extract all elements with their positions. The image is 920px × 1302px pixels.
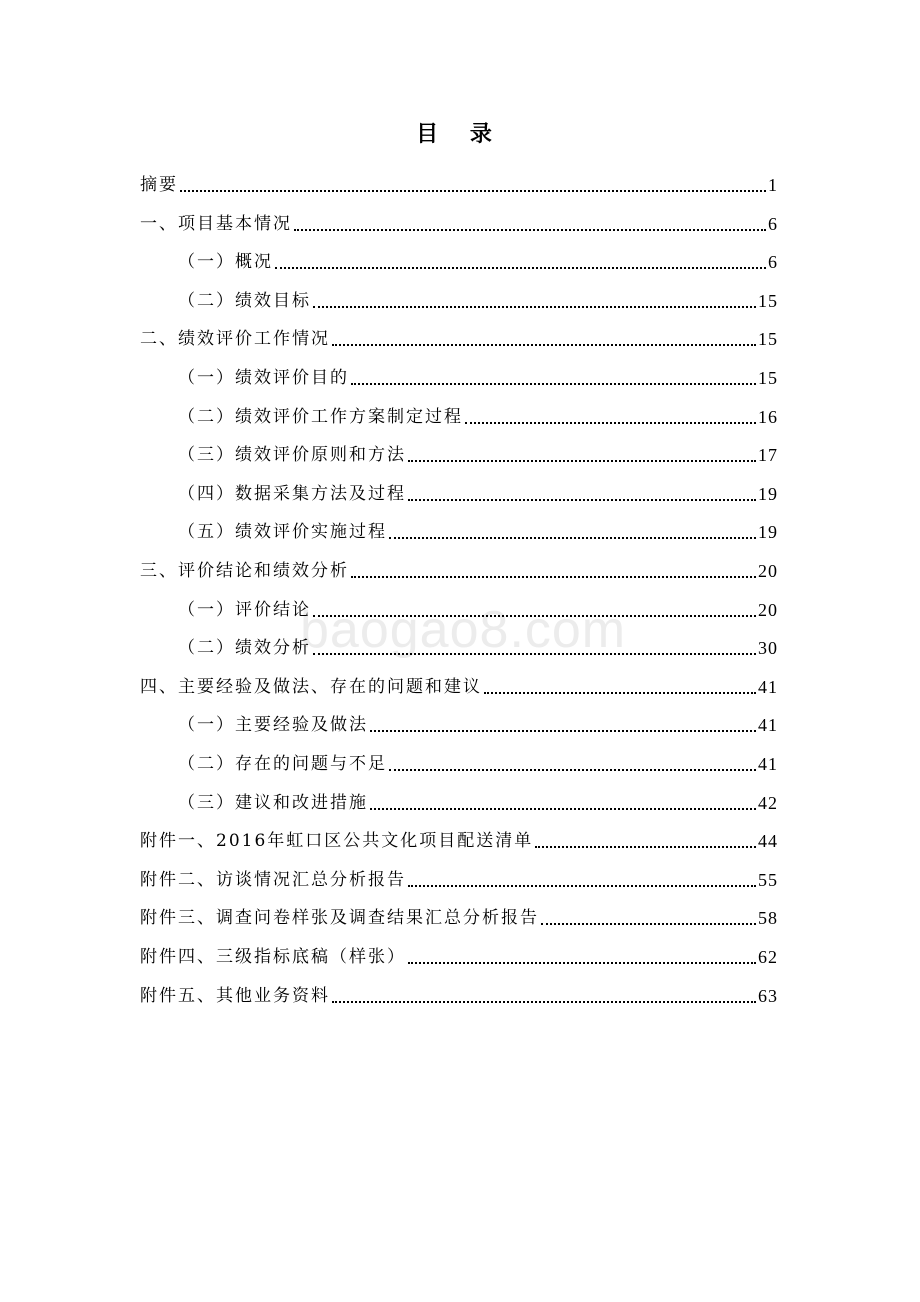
toc-entry[interactable] [140,554,778,584]
toc-entry-page-number: 41 [758,676,778,697]
toc-entry-label: （一）评价结论 [178,599,311,620]
toc-dot-leader [370,808,756,810]
toc-dot-leader [370,730,756,732]
toc-entry[interactable] [178,786,778,816]
toc-entry[interactable] [178,477,778,507]
toc-entry-label: （五）绩效评价实施过程 [178,522,387,543]
toc-entry-page-number: 20 [758,599,778,620]
toc-entry-label: （一）绩效评价目的 [178,368,349,388]
toc-entry-page-number: 19 [758,522,778,543]
toc-entry[interactable] [140,322,778,352]
toc-dot-leader [408,885,756,887]
toc-entry-page-number: 62 [758,947,778,967]
toc-entry[interactable] [178,515,778,545]
toc-dot-leader [275,267,766,269]
toc-dot-leader [541,923,756,925]
toc-dot-leader [313,306,756,308]
toc-entry-page-number: 55 [758,869,778,890]
toc-dot-leader [389,769,756,771]
toc-dot-leader [465,422,756,424]
toc-entry[interactable] [140,940,778,970]
toc-entry-label: （二）绩效目标 [178,290,311,311]
toc-entry-label: （三）绩效评价原则和方法 [178,445,406,466]
toc-entry-page-number: 15 [758,329,778,350]
toc-dot-leader [294,229,766,231]
toc-entry[interactable] [140,979,778,1009]
toc-entry-page-number: 30 [758,638,778,659]
toc-entry-page-number: 6 [768,252,778,273]
toc-entry[interactable] [178,708,778,738]
toc-entry[interactable] [140,207,778,237]
toc-entry-label: 三、评价结论和绩效分析 [140,561,349,581]
toc-dot-leader [408,499,756,501]
toc-entry-page-number: 41 [758,754,778,774]
toc-title: 目 录 [416,121,504,147]
toc-entry-label: 四、主要经验及做法、存在的问题和建议 [140,676,482,697]
toc-entry-label: 附件四、三级指标底稿（样张） [140,947,406,967]
toc-entry[interactable] [140,824,778,854]
toc-entry[interactable] [140,670,778,700]
toc-entry[interactable] [178,631,778,661]
toc-dot-leader [389,537,756,539]
toc-entry-page-number: 42 [758,792,778,813]
toc-dot-leader [332,1001,756,1003]
toc-entry[interactable] [140,863,778,893]
toc-entry[interactable] [178,593,778,623]
toc-entry-label: （二）绩效评价工作方案制定过程 [178,406,463,427]
toc-entry-label: 附件五、其他业务资料 [140,985,330,1006]
toc-entry-label: （三）建议和改进措施 [178,792,368,813]
toc-entry-page-number: 20 [758,561,778,581]
toc-entry-label: 附件三、调查问卷样张及调查结果汇总分析报告 [140,908,539,929]
toc-entry-label: （二）绩效分析 [178,638,311,659]
toc-entry[interactable] [178,747,778,777]
toc-dot-leader [484,692,756,694]
toc-dot-leader [408,962,756,964]
toc-entry-page-number: 44 [758,831,778,852]
toc-entry-page-number: 6 [768,213,778,234]
toc-entry[interactable] [140,168,778,198]
toc-entry[interactable] [178,245,778,275]
toc-dot-leader [351,576,756,578]
toc-dot-leader [313,653,756,655]
toc-entry-page-number: 15 [758,368,778,388]
toc-entry-label: （一）概况 [178,252,273,273]
toc-entry[interactable] [178,361,778,391]
toc-dot-leader [408,460,756,462]
toc-entry[interactable] [178,284,778,314]
toc-entry-page-number: 41 [758,715,778,736]
toc-entry-label: 摘要 [140,175,178,195]
toc-entry-page-number: 63 [758,985,778,1006]
toc-dot-leader [351,383,756,385]
toc-entry-label: （二）存在的问题与不足 [178,754,387,774]
toc-entry-label: 附件二、访谈情况汇总分析报告 [140,869,406,890]
toc-dot-leader [180,190,766,192]
toc-entry-page-number: 16 [758,406,778,427]
toc-dot-leader [332,344,756,346]
toc-entry[interactable] [178,400,778,430]
toc-entry-page-number: 58 [758,908,778,929]
toc-entry[interactable] [140,901,778,931]
toc-entry-page-number: 19 [758,483,778,504]
toc-entry-page-number: 17 [758,445,778,466]
toc-dot-leader [313,615,756,617]
toc-entry[interactable] [178,438,778,468]
toc-dot-leader [535,846,756,848]
toc-entry-label: 一、项目基本情况 [140,213,292,234]
toc-entry-label: （四）数据采集方法及过程 [178,483,406,504]
toc-entry-page-number: 1 [768,175,778,195]
toc-entry-label: （一）主要经验及做法 [178,715,368,736]
toc-entry-page-number: 15 [758,290,778,311]
toc-entry-label: 二、绩效评价工作情况 [140,329,330,350]
toc-entry-label: 附件一、2016年虹口区公共文化项目配送清单 [140,831,534,852]
watermark-text: baogao8.com [300,601,627,659]
